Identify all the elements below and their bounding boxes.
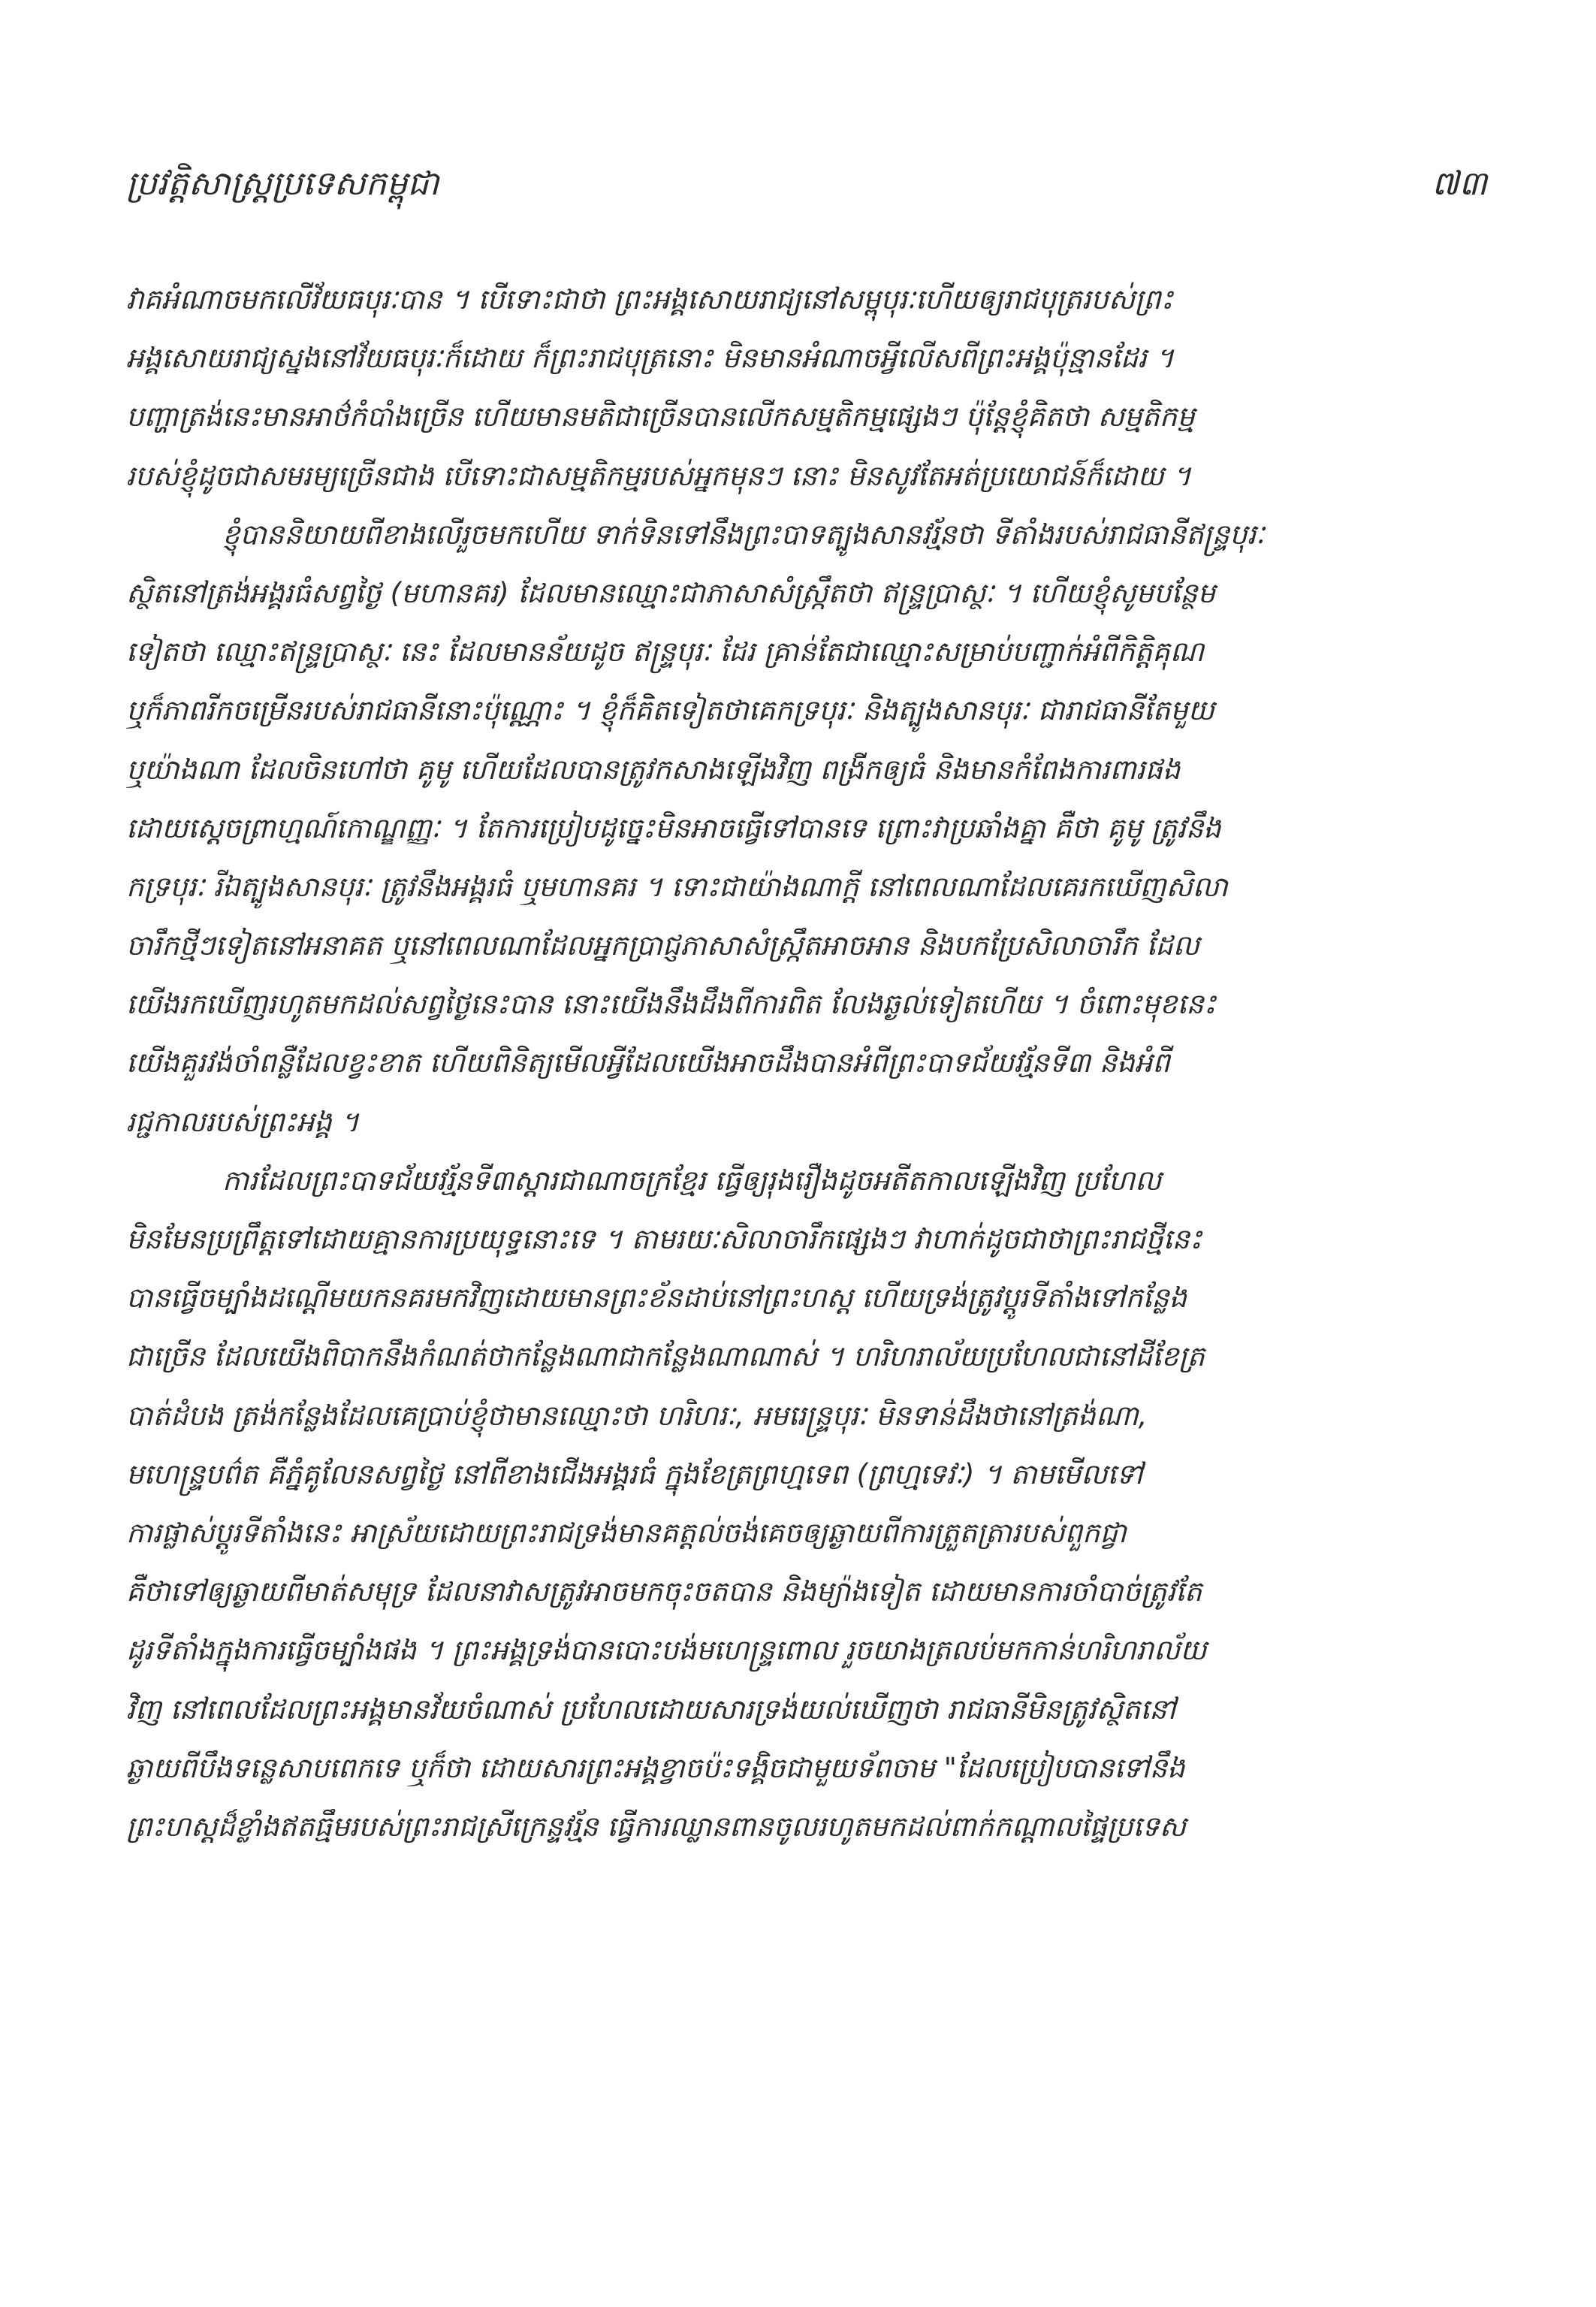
text-line: មហេន្ទ្របព៌ត គឺភ្នំគូលែនសព្វថ្ងៃ នៅពីខាងជើងអង្គរធំ ក្នុងខែត្រព្រហ្មទេព (ព្រហ្មទេវៈ) ។ តាមមើលទៅ (126, 1457, 1143, 1490)
text-line: ចារឹកថ្មីៗទៀតនៅអនាគត ឬនៅពេលណាដែលអ្នកប្រាជ្ញភាសាសំស្ក្រឹតអាចអាន និងបកប្រែសិលាចារឹក ដែល (126, 929, 1199, 962)
body-text (126, 270, 1486, 1856)
text-line: ស្ថិតនៅត្រង់អង្គរធំសព្វថ្ងៃ (មហានគរ) ដែលមានឈ្មោះជាភាសាសំស្ក្រឹតថា ឥន្ទ្រប្រាស្ថៈ ។ ហើយខ្ញុំសូមបន្ថែម (126, 576, 1216, 609)
text-line: បាត់ដំបង ត្រង់កន្លែងដែលគេប្រាប់ខ្ញុំថាមានឈ្មោះថា ហរិហរៈ, អមរេន្ទ្របុរៈ មិនទាន់ដឹងថានៅត្រង់ណា, (126, 1399, 1148, 1432)
text-line: យើងគួរវង់ចាំពន្លឺដែលខ្វះខាត ហើយពិនិត្យមើលអ្វីដែលយើងអាចដឹងបានអំពីព្រះបាទជ័យវរ្ម័នទី៣ និងអំពី (126, 1046, 1170, 1080)
text-line: កទ្របុរៈ រីឯត្បូងសានបុរៈ ត្រូវនឹងអង្គរធំ ឬមហានគរ ។ ទោះជាយ៉ាងណាក្តី នៅពេលណាដែលគេរកឃើញសិលា (126, 870, 1228, 903)
text-line: វាគអំណាចមកលើវ័យធបុរៈបាន ។ បើទោះជាថា ព្រះអង្គសោយរាជ្យនៅសម្ពុបុរៈហើយឲ្យរាជបុត្ររបស់ព្រះ (126, 283, 1173, 316)
text-line: ដោយស្តេចព្រាហ្មណ៍កោណ្ឌញ្ញៈ ។ តែការប្រៀបដូច្នេះមិនអាចធ្វើទៅបានទេ ព្រោះវាប្រឆាំងគ្នា គឺថា គូមូ ត្រូវនឹង (126, 811, 1221, 844)
text-line: ការដែលព្រះបាទជ័យវរ្ម័នទី៣ស្តារជាណាចក្រខ្មែរ ធ្វើឲ្យរុងរឿងដូចអតីតកាលឡើងវិញ ប្រហែល (222, 1164, 1162, 1197)
text-line: របស់ខ្ញុំដូចជាសមរម្យច្រើនជាង បើទោះជាសម្មតិកម្មរបស់អ្នកមុនៗ នោះ មិនសូវតែអត់ប្រយោជន៍ក៏ដោយ ។ (126, 459, 1191, 492)
text-line: ឬយ៉ាងណា ដែលចិនហៅថា គូមូ ហើយដែលបានត្រូវកសាងឡើងវិញ ពង្រីកឲ្យធំ និងមានកំពែងការពារផង (126, 753, 1181, 786)
text-line: បានធ្វើចម្បាំងដណ្តើមយកនគរមកវិញដោយមានព្រះខ័នដាប់នៅព្រះហស្ត ហើយទ្រង់ត្រូវប្តូរទីតាំងទៅកន្លែង (126, 1282, 1187, 1315)
text-line: ទៀតថា ឈ្មោះឥន្ទ្រប្រាស្ថៈ នេះ ដែលមានន័យដូច ឥន្ទ្របុរៈ ដែរ គ្រាន់តែជាឈ្មោះសម្រាប់បញ្ជាក់អំពីកិត្តិគុណ (126, 636, 1204, 669)
running-header (126, 154, 1487, 214)
text-line: ការផ្លាស់ប្តូរទីតាំងនេះ អាស្រ័យដោយព្រះរាជទ្រង់មានគត្តល់ចង់គេចឲ្យឆ្ងាយពីការត្រួតត្រារបស់ពួកជ្វា (126, 1516, 1127, 1549)
text-line: អង្គសោយរាជ្យស្នងនៅវ័យធបុរៈក៏ដោយ ក៏ព្រះរាជបុត្រនោះ មិនមានអំណាចអ្វីលើសពីព្រះអង្គប៉ុន្មានដែរ ។ (126, 342, 1175, 375)
text-line: យើងរកឃើញរហូតមកដល់សព្វថ្ងៃនេះបាន នោះយើងនឹងដឹងពីការពិត លែងឆ្ងល់ទៀតហើយ ។ ចំពោះមុខនេះ (126, 988, 1216, 1021)
text-line: ឆ្ងាយពីបឹងទន្លេសាបពេកទេ ឬក៏ថា ដោយសារព្រះអង្គខ្វាចប៉ះទង្គិចជាមួយទ័ពចាម "ដែលប្រៀបបានទៅនឹង (126, 1751, 1185, 1784)
running-header-title: ប្រវត្តិសាស្ត្រប្រទេសកម្ពុជា (126, 165, 439, 203)
text-line: គឺថាទៅឲ្យឆ្ងាយពីមាត់សមុទ្រ ដែលនាវាសត្រូវអាចមកចុះចតបាន និងម្យ៉ាងទៀត ដោយមានការចាំបាច់ត្រូវតែ (126, 1575, 1202, 1608)
text-line: វិញ នៅពេលដែលព្រះអង្គមានវ័យចំណាស់ ប្រហែលដោយសារទ្រង់យល់ឃើញថា រាជធានីមិនត្រូវស្ថិតនៅ (126, 1693, 1176, 1726)
page-number: ៧៣ (1432, 165, 1487, 203)
text-line: ជាច្រើន ដែលយើងពិបាកនឹងកំណត់ថាកន្លែងណាជាកន្លែងណាណាស់ ។ ហរិហរាល័យប្រហែលជានៅដីខែត្រ (126, 1340, 1205, 1373)
text-line: ដូរទីតាំងក្នុងការធ្វើចម្បាំងផង ។ ព្រះអង្គទ្រង់បានបោះបង់មហេន្ទ្រពោល រួចយាងត្រលប់មកកាន់ហរិហរាល័យ (126, 1634, 1207, 1667)
text-line: បញ្ហាត្រង់នេះមានអាថ៌កំបាំងច្រើន ហើយមានមតិជាច្រើនបានលើកសម្មតិកម្មផ្សេងៗ ប៉ុន្តែខ្ញុំគិតថា សម្មតិកម្ម (126, 400, 1195, 433)
text-line: ឬក៏ភាពរីកចម្រើនរបស់រាជធានីនោះប៉ុណ្ណោះ ។ ខ្ញុំក៏គិតទៀតថាគេកទ្របុរៈ និងត្បូងសានបុរៈ ជារាជធានីតែមួយ (126, 694, 1214, 727)
text-line: ព្រះហស្តដ៏ខ្លាំងឥតធ្មឹមរបស់ព្រះរាជស្រីក្រេន្ទវរ្ម័ន ធ្វើការឈ្លានពានចូលរហូតមកដល់ពាក់កណ្តាលផ្ទៃប្រទេស (126, 1810, 1187, 1843)
text-line: ខ្ញុំបាននិយាយពីខាងលើរួចមកហើយ ទាក់ទិនទៅនឹងព្រះបាទត្បូងសានវរ្ម័នថា ទីតាំងរបស់រាជធានីឥន្ទ្របុរៈ (222, 518, 1265, 551)
text-line: រជ្ជកាលរបស់ព្រះអង្គ ។ (126, 1105, 360, 1138)
text-line: មិនមែនប្រព្រឹត្តទៅដោយគ្មានការប្រយុទ្ធនោះទេ ។ តាមរយៈសិលាចារឹកផ្សេងៗ វាហាក់ដូចជាថាព្រះរាជថ្មីនេះ (126, 1223, 1202, 1255)
